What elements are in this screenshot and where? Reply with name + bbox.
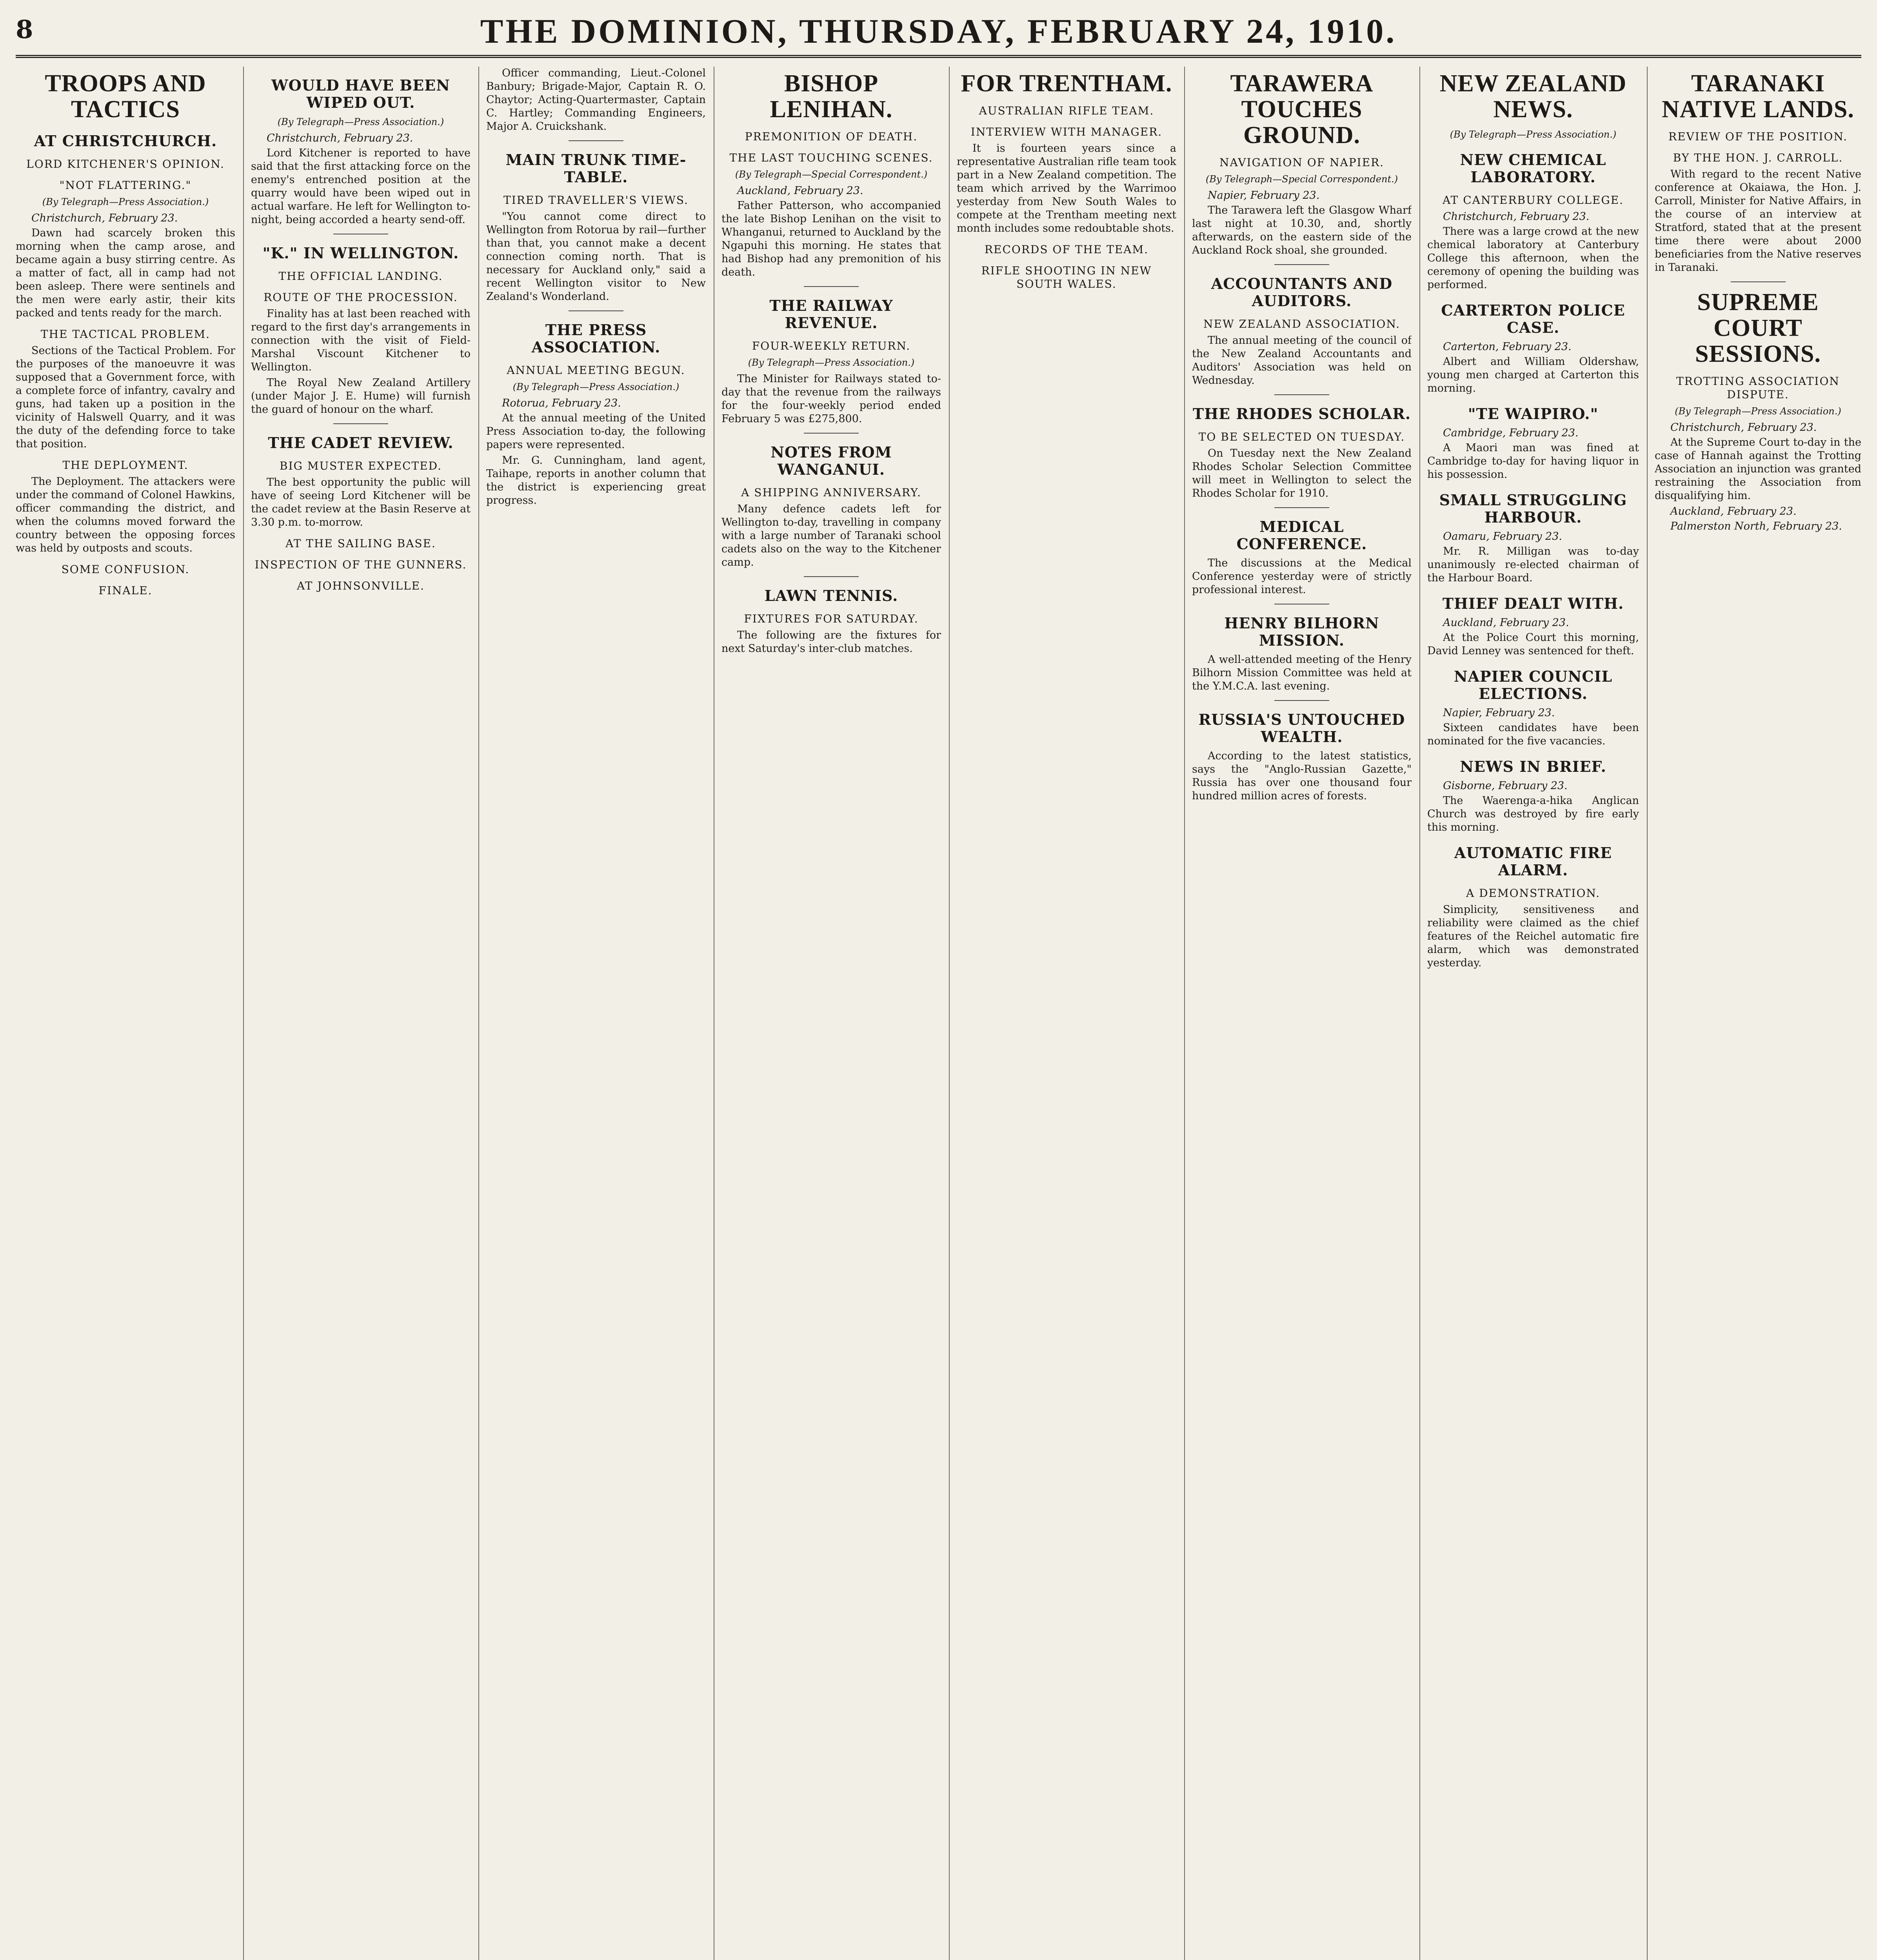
dateline: Auckland, February 23.: [1670, 505, 1797, 517]
subhead: A DEMONSTRATION.: [1466, 887, 1601, 900]
subhead: ROUTE OF THE PROCESSION.: [263, 291, 458, 304]
subhead: PREMONITION OF DEATH.: [745, 130, 918, 143]
column-6: [1192, 67, 1412, 1960]
headline: TARANAKI NATIVE LANDS.: [1662, 70, 1854, 123]
headline: THE RAILWAY REVENUE.: [769, 297, 893, 332]
subhead: AT JOHNSONVILLE.: [297, 579, 425, 592]
paragraph: On Tuesday next the New Zealand Rhodes Scholar Selection Committee will meet in Wellington to select the Rhodes Scholar for 1910.: [1192, 447, 1412, 499]
divider: [1274, 507, 1329, 508]
headline: MEDICAL CONFERENCE.: [1236, 518, 1367, 553]
subhead: FIXTURES FOR SATURDAY.: [744, 612, 919, 625]
headline: RUSSIA'S UNTOUCHED WEALTH.: [1198, 711, 1405, 746]
paragraph: Mr. G. Cunningham, land agent, Taihape, reports in another column that the district is experiencing great progress.: [486, 454, 706, 506]
headline: HENRY BILHORN MISSION.: [1224, 614, 1379, 649]
paragraph: Dawn had scarcely broken this morning when the camp arose, and became again a busy stirring centre. As a matter of fact, all in camp had not been asleep. There were sentinels and the men were early astir, their kits packed and tents ready for the march.: [16, 227, 235, 319]
byline: (By Telegraph—Press Association.): [277, 116, 444, 127]
subhead: NAVIGATION OF NAPIER.: [1219, 156, 1385, 169]
divider: [804, 433, 859, 434]
headline: THIEF DEALT WITH.: [1442, 595, 1624, 612]
paragraph: At the Police Court this morning, David Lenney was sentenced for theft.: [1427, 632, 1639, 657]
subhead: TROTTING ASSOCIATION DISPUTE.: [1676, 375, 1840, 401]
headline: BISHOP LENIHAN.: [770, 70, 893, 123]
subhead: ANNUAL MEETING BEGUN.: [507, 364, 685, 377]
paragraph: Many defence cadets left for Wellington to-day, travelling in company with a large number of Taranaki school cadets also on the way to the Kitchener camp.: [721, 503, 941, 568]
headline: "TE WAIPIRO.": [1468, 405, 1599, 423]
paragraph: At the Supreme Court to-day in the case of Hannah against the Trotting Association an injunction was granted restraining the Association from disqualifying him.: [1655, 436, 1861, 502]
headline: LAWN TENNIS.: [764, 587, 898, 604]
divider: [569, 310, 623, 311]
paragraph: The Waerenga-a-hika Anglican Church was destroyed by fire early this morning.: [1427, 795, 1639, 833]
subhead: BIG MUSTER EXPECTED.: [280, 459, 442, 472]
headline: NEW ZEALAND NEWS.: [1439, 70, 1627, 123]
paragraph: It is fourteen years since a representative Australian rifle team took part in a New Zealand competition. The team which arrived by the Warrimoo yesterday from New South Wales to compete at the Trentham meeting next month includes some redoubtable shots.: [957, 142, 1176, 234]
paragraph: Simplicity, sensitiveness and reliability were claimed as the chief features of the Reichel automatic fire alarm, which was demonstrated yesterday.: [1427, 904, 1639, 969]
column-rule: [478, 67, 479, 1960]
column-8: [1655, 67, 1861, 1960]
paragraph: The best opportunity the public will have of seeing Lord Kitchener will be the cadet review at the Basin Reserve at 3.30 p.m. to-morrow.: [251, 476, 471, 528]
byline: (By Telegraph—Press Association.): [42, 196, 209, 207]
subhead: FOUR-WEEKLY RETURN.: [752, 339, 911, 352]
dateline: Cambridge, February 23.: [1443, 427, 1579, 439]
headline: THE RHODES SCHOLAR.: [1192, 405, 1411, 423]
dateline: Napier, February 23.: [1443, 707, 1555, 719]
subhead: FINALE.: [98, 584, 153, 597]
masthead: [16, 12, 1861, 58]
headline: "K." IN WELLINGTON.: [262, 244, 459, 262]
headline: NOTES FROM WANGANUI.: [770, 443, 892, 478]
headline: THE PRESS ASSOCIATION.: [531, 321, 661, 356]
paragraph: Sections of the Tactical Problem. For the purposes of the manoeuvre it was supposed that a Government force, with a complete force of infantry, cavalry and guns, had taken up a position in the vicinity of Halswell Quarry, and it was the duty of the defending force to take that position.: [16, 345, 235, 450]
column-rule: [949, 67, 950, 1960]
subhead: THE LAST TOUCHING SCENES.: [729, 151, 933, 164]
newspaper-title: THE DOMINION, THURSDAY, FEBRUARY 24, 1910.: [480, 13, 1397, 51]
subhead: "NOT FLATTERING.": [59, 179, 192, 192]
paragraph: With regard to the recent Native conference at Okaiawa, the Hon. J. Carroll, Minister for Native Affairs, in the course of an interview at Stratford, stated that at the present time there were about 2000 beneficiaries from the Native reserves in Taranaki.: [1655, 168, 1861, 274]
headline: SUPREME COURT SESSIONS.: [1695, 289, 1821, 367]
byline: (By Telegraph—Special Correspondent.): [1205, 174, 1398, 185]
dateline: Rotorua, February 23.: [502, 397, 621, 409]
paragraph: Officer commanding, Lieut.-Colonel Banbury; Brigade-Major, Captain R. O. Chaytor; Acting-Quartermaster, Captain C. Hartley; Commanding Engineers, Major A. Cruickshank.: [486, 67, 706, 132]
paragraph: Finality has at last been reached with regard to the first day's arrangements in connection with the visit of Field-Marshal Viscount Kitchener to Wellington.: [251, 308, 471, 373]
paragraph: The Royal New Zealand Artillery (under Major J. E. Hume) will furnish the guard of honour on the wharf.: [251, 377, 471, 416]
headline: AUTOMATIC FIRE ALARM.: [1454, 844, 1612, 879]
dateline: Auckland, February 23.: [737, 185, 863, 197]
headline: SMALL STRUGGLING HARBOUR.: [1439, 491, 1627, 526]
subhead: THE OFFICIAL LANDING.: [278, 270, 443, 283]
paragraph: Albert and William Oldershaw, young men charged at Carterton this morning.: [1427, 356, 1639, 394]
paragraph: There was a large crowd at the new chemical laboratory at Canterbury College this afternoon, when the ceremony of opening the building was performed.: [1427, 225, 1639, 291]
dateline: Christchurch, February 23.: [267, 132, 413, 144]
headline: FOR TRENTHAM.: [961, 70, 1172, 97]
byline: (By Telegraph—Press Association.): [512, 381, 680, 392]
divider: [1274, 264, 1329, 265]
dateline: Auckland, February 23.: [1443, 617, 1569, 629]
paragraph: A Maori man was fined at Cambridge to-day for having liquor in his possession.: [1427, 442, 1639, 481]
subhead: LORD KITCHENER'S OPINION.: [26, 158, 225, 171]
column-rule: [1184, 67, 1185, 1960]
paragraph: The Tarawera left the Glasgow Wharf last night at 10.30, and, shortly afterwards, on the eastern side of the Auckland Rock shoal, she grounded.: [1192, 204, 1412, 256]
paragraph: Mr. R. Milligan was to-day unanimously re-elected chairman of the Harbour Board.: [1427, 545, 1639, 584]
subhead: RIFLE SHOOTING IN NEW SOUTH WALES.: [981, 264, 1152, 290]
subhead: INSPECTION OF THE GUNNERS.: [254, 558, 467, 571]
paragraph: Sixteen candidates have been nominated for the five vacancies.: [1427, 722, 1639, 747]
dateline: Christchurch, February 23.: [31, 212, 178, 224]
subhead: REVIEW OF THE POSITION.: [1668, 130, 1848, 143]
column-5: [957, 67, 1176, 1960]
divider: [1274, 394, 1329, 395]
subhead: THE TACTICAL PROBLEM.: [40, 328, 211, 341]
dateline: Oamaru, February 23.: [1443, 530, 1562, 543]
headline: MAIN TRUNK TIME-TABLE.: [505, 151, 687, 186]
dateline: Christchurch, February 23.: [1443, 211, 1590, 223]
paragraph: "You cannot come direct to Wellington from Rotorua by rail—further than that, you cannot make a decent connection coming north. That is necessary for Auckland only," said a recent Wellington visitor to New Zealand's Wonderland.: [486, 211, 706, 303]
subhead: BY THE HON. J. CARROLL.: [1673, 151, 1843, 164]
paragraph: The discussions at the Medical Conference yesterday were of strictly professional interest.: [1192, 557, 1412, 596]
byline: (By Telegraph—Press Association.): [748, 357, 915, 368]
paragraph: A well-attended meeting of the Henry Bilhorn Mission Committee was held at the Y.M.C.A. last evening.: [1192, 653, 1412, 692]
paragraph: At the annual meeting of the United Press Association to-day, the following papers were represented.: [486, 412, 706, 451]
subhead: NEW ZEALAND ASSOCIATION.: [1203, 318, 1400, 330]
column-7: [1427, 67, 1639, 1960]
paragraph: According to the latest statistics, says the "Anglo-Russian Gazette," Russia has over one thousand four hundred million acres of forests.: [1192, 750, 1412, 802]
subhead: THE DEPLOYMENT.: [62, 459, 189, 472]
headline: TROOPS AND TACTICS: [45, 70, 206, 123]
column-3: [486, 67, 706, 1960]
dateline: Carterton, February 23.: [1443, 341, 1572, 353]
divider: [804, 286, 859, 287]
divider: [804, 576, 859, 577]
headline: NEWS IN BRIEF.: [1460, 758, 1606, 775]
dateline: Christchurch, February 23.: [1670, 421, 1817, 434]
headline: CARTERTON POLICE CASE.: [1441, 301, 1625, 336]
paragraph: Father Patterson, who accompanied the late Bishop Lenihan on the visit to Whanganui, returned to Auckland by the Ngapuhi this morning. He states that had Bishop had any premonition of his death.: [721, 200, 941, 278]
subhead: AUSTRALIAN RIFLE TEAM.: [979, 104, 1154, 117]
page-number: 8: [16, 15, 33, 44]
headline: NAPIER COUNCIL ELECTIONS.: [1454, 668, 1613, 702]
subhead: SOME CONFUSION.: [61, 563, 190, 576]
paragraph: The Minister for Railways stated to-day that the revenue from the railways for the four-weekly period ended February 5 was £275,800.: [721, 373, 941, 425]
headline: TARAWERA TOUCHES GROUND.: [1230, 70, 1374, 149]
headline: NEW CHEMICAL LABORATORY.: [1460, 151, 1606, 186]
dateline: Napier, February 23.: [1208, 189, 1320, 201]
dateline: Gisborne, February 23.: [1443, 780, 1568, 792]
divider: [333, 423, 388, 424]
subhead: TIRED TRAVELLER'S VIEWS.: [503, 194, 689, 207]
column-1: [16, 67, 235, 1960]
divider: [569, 140, 623, 141]
column-rule: [243, 67, 244, 1960]
subhead: TO BE SELECTED ON TUESDAY.: [1198, 430, 1405, 443]
subhead: AT THE SAILING BASE.: [285, 537, 436, 550]
byline: (By Telegraph—Special Correspondent.): [735, 169, 928, 180]
subhead: AT CANTERBURY COLLEGE.: [1442, 194, 1624, 207]
headline: THE CADET REVIEW.: [268, 434, 454, 452]
subhead: RECORDS OF THE TEAM.: [984, 243, 1149, 256]
paragraph: The following are the fixtures for next Saturday's inter-club matches.: [721, 629, 941, 655]
subhead: INTERVIEW WITH MANAGER.: [970, 125, 1163, 138]
column-4: [721, 67, 941, 1960]
subhead: AT CHRISTCHURCH.: [34, 132, 217, 150]
subhead: A SHIPPING ANNIVERSARY.: [741, 486, 921, 499]
divider: [1274, 700, 1329, 701]
column-rule: [1419, 67, 1420, 1960]
headline: WOULD HAVE BEEN WIPED OUT.: [271, 76, 450, 111]
paragraph: Lord Kitchener is reported to have said that the first attacking force on the enemy's entrenched position at the quarry would have been wiped out in actual warfare. He left for Wellington to-night, being accorded a hearty send-off.: [251, 147, 471, 226]
paragraph: The annual meeting of the council of the New Zealand Accountants and Auditors' Association was held on Wednesday.: [1192, 334, 1412, 387]
byline: (By Telegraph—Press Association.): [1450, 129, 1617, 140]
column-2: [251, 67, 471, 1960]
dateline: Palmerston North, February 23.: [1670, 520, 1842, 532]
headline: ACCOUNTANTS AND AUDITORS.: [1211, 275, 1393, 310]
byline: (By Telegraph—Press Association.): [1675, 406, 1841, 417]
paragraph: The Deployment. The attackers were under the command of Colonel Hawkins, officer commanding the district, and when the columns moved forward the country between the opposing forces was held by outposts and scouts.: [16, 475, 235, 554]
columns: [16, 67, 1861, 1960]
divider: [1731, 281, 1786, 282]
column-rule: [1647, 67, 1648, 1960]
newspaper-page: [16, 12, 1861, 1960]
